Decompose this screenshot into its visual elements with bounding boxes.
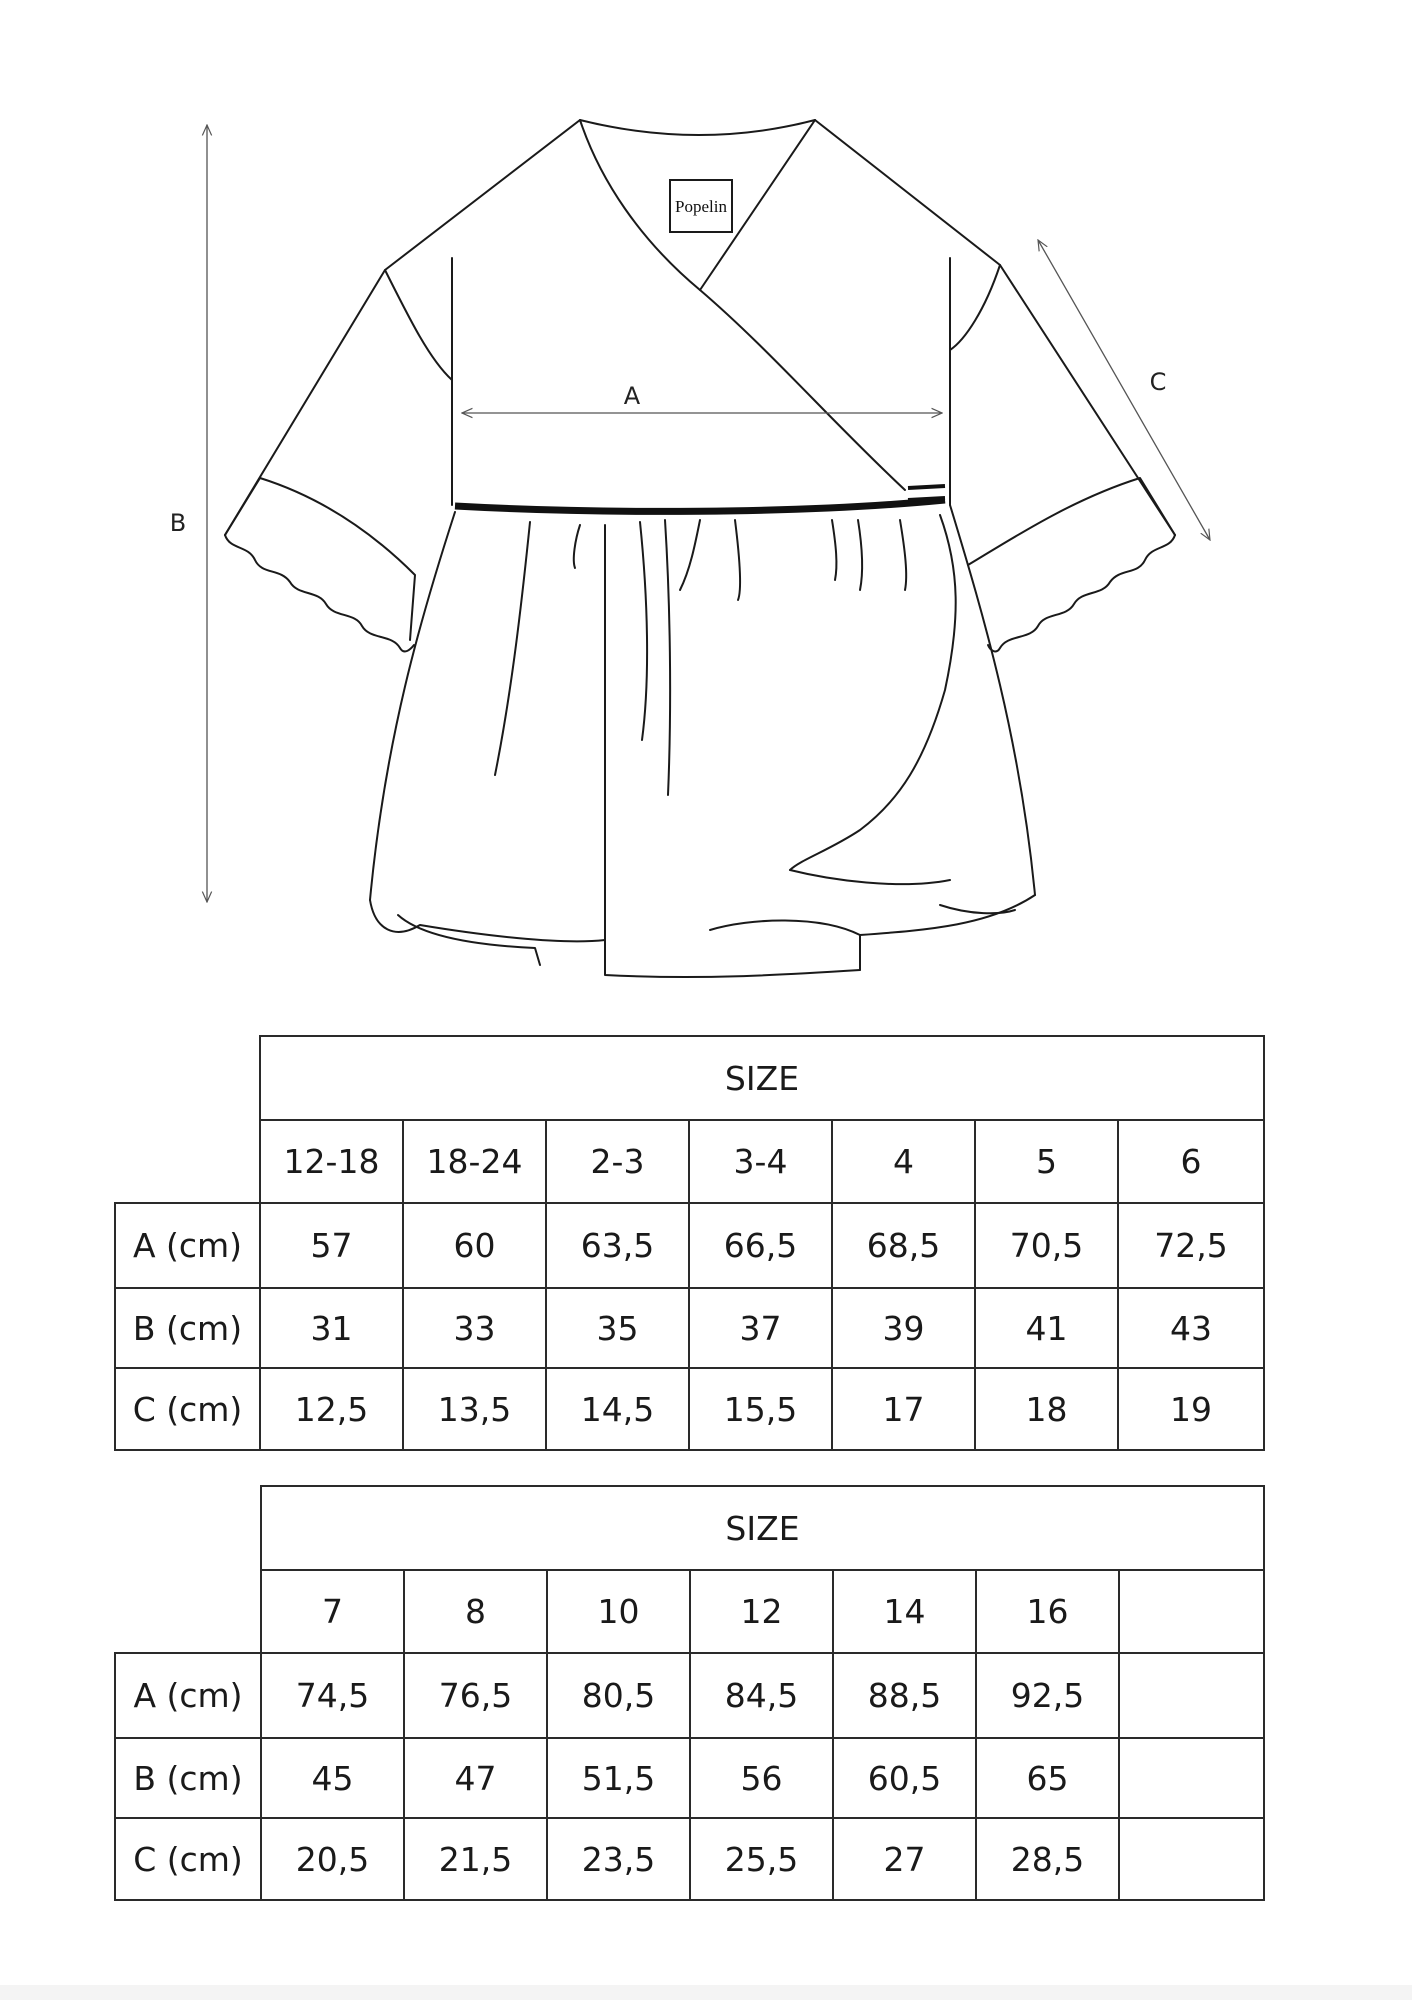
size-label (1119, 1570, 1264, 1653)
measurement-cell: 56 (690, 1738, 833, 1818)
size-header: SIZE (260, 1036, 1264, 1120)
measurement-cell: 39 (832, 1288, 975, 1368)
row-label: C (cm) (115, 1818, 261, 1900)
measurement-cell: 60,5 (833, 1738, 976, 1818)
size-label: 10 (547, 1570, 690, 1653)
neckline (580, 120, 905, 490)
measurement-cell: 76,5 (404, 1653, 547, 1738)
dimension-c-label: C (1149, 368, 1167, 396)
size-label: 7 (261, 1570, 404, 1653)
measurement-cell: 74,5 (261, 1653, 404, 1738)
size-label: 3-4 (689, 1120, 832, 1203)
measurement-cell: 88,5 (833, 1653, 976, 1738)
svg-text:Popelin: Popelin (675, 197, 727, 216)
measurement-cell: 31 (260, 1288, 403, 1368)
row-label: B (cm) (115, 1738, 261, 1818)
size-label: 6 (1118, 1120, 1264, 1203)
measurement-cell: 84,5 (690, 1653, 833, 1738)
size-label: 14 (833, 1570, 976, 1653)
corner-blank (115, 1570, 261, 1653)
measurement-cell: 19 (1118, 1368, 1264, 1450)
measurement-cell: 47 (404, 1738, 547, 1818)
measurement-cell: 37 (689, 1288, 832, 1368)
table-row (115, 1288, 1264, 1368)
size-label: 12-18 (260, 1120, 403, 1203)
measurement-cell: 25,5 (690, 1818, 833, 1900)
waistband (455, 500, 945, 511)
measurement-cell: 18 (975, 1368, 1118, 1450)
measurement-cell: 92,5 (976, 1653, 1119, 1738)
dimension-c-arrow (1038, 240, 1210, 540)
measurement-cell: 15,5 (689, 1368, 832, 1450)
measurement-cell: 33 (403, 1288, 546, 1368)
row-label: A (cm) (115, 1653, 261, 1738)
measurement-cell: 17 (832, 1368, 975, 1450)
measurement-cell (1119, 1653, 1264, 1738)
size-label: 12 (690, 1570, 833, 1653)
measurement-cell: 45 (261, 1738, 404, 1818)
brand-tag (670, 180, 732, 232)
size-label: 18-24 (403, 1120, 546, 1203)
right-sleeve (968, 478, 1175, 565)
dimension-a-label: A (623, 382, 641, 410)
measurement-cell: 51,5 (547, 1738, 690, 1818)
row-label: B (cm) (115, 1288, 260, 1368)
bottom-strip (0, 1985, 1412, 2000)
measurement-cell: 13,5 (403, 1368, 546, 1450)
measurement-cell: 70,5 (975, 1203, 1118, 1288)
corner-blank (115, 1036, 260, 1120)
measurement-cell: 72,5 (1118, 1203, 1264, 1288)
measurement-cell: 41 (975, 1288, 1118, 1368)
row-label: A (cm) (115, 1203, 260, 1288)
measurement-cell: 23,5 (547, 1818, 690, 1900)
table-row (115, 1738, 1264, 1818)
table-row (115, 1368, 1264, 1450)
measurement-cell (1119, 1738, 1264, 1818)
size-label: 16 (976, 1570, 1119, 1653)
corner-blank (115, 1486, 261, 1570)
row-label: C (cm) (115, 1368, 260, 1450)
size-table-1 (114, 1035, 1265, 1451)
measurement-cell: 80,5 (547, 1653, 690, 1738)
measurement-cell: 14,5 (546, 1368, 689, 1450)
skirt-outline (370, 512, 455, 900)
measurement-cell: 12,5 (260, 1368, 403, 1450)
size-label: 4 (832, 1120, 975, 1203)
measurement-cell: 21,5 (404, 1818, 547, 1900)
dimension-b-label: B (169, 509, 187, 537)
measurement-cell: 60 (403, 1203, 546, 1288)
table-row (115, 1203, 1264, 1288)
measurement-cell (1119, 1818, 1264, 1900)
size-header: SIZE (261, 1486, 1264, 1570)
bodice-outline (225, 120, 580, 535)
measurement-cell: 43 (1118, 1288, 1264, 1368)
size-label: 2-3 (546, 1120, 689, 1203)
measurement-cell: 57 (260, 1203, 403, 1288)
measurement-cell: 28,5 (976, 1818, 1119, 1900)
size-label: 5 (975, 1120, 1118, 1203)
measurement-cell: 27 (833, 1818, 976, 1900)
size-label: 8 (404, 1570, 547, 1653)
measurement-cell: 63,5 (546, 1203, 689, 1288)
table-row (115, 1653, 1264, 1738)
measurement-cell: 66,5 (689, 1203, 832, 1288)
measurement-cell: 65 (976, 1738, 1119, 1818)
corner-blank (115, 1120, 260, 1203)
size-table-2 (114, 1485, 1265, 1901)
measurement-cell: 20,5 (261, 1818, 404, 1900)
table-row (115, 1818, 1264, 1900)
measurement-cell: 68,5 (832, 1203, 975, 1288)
measurement-cell: 35 (546, 1288, 689, 1368)
